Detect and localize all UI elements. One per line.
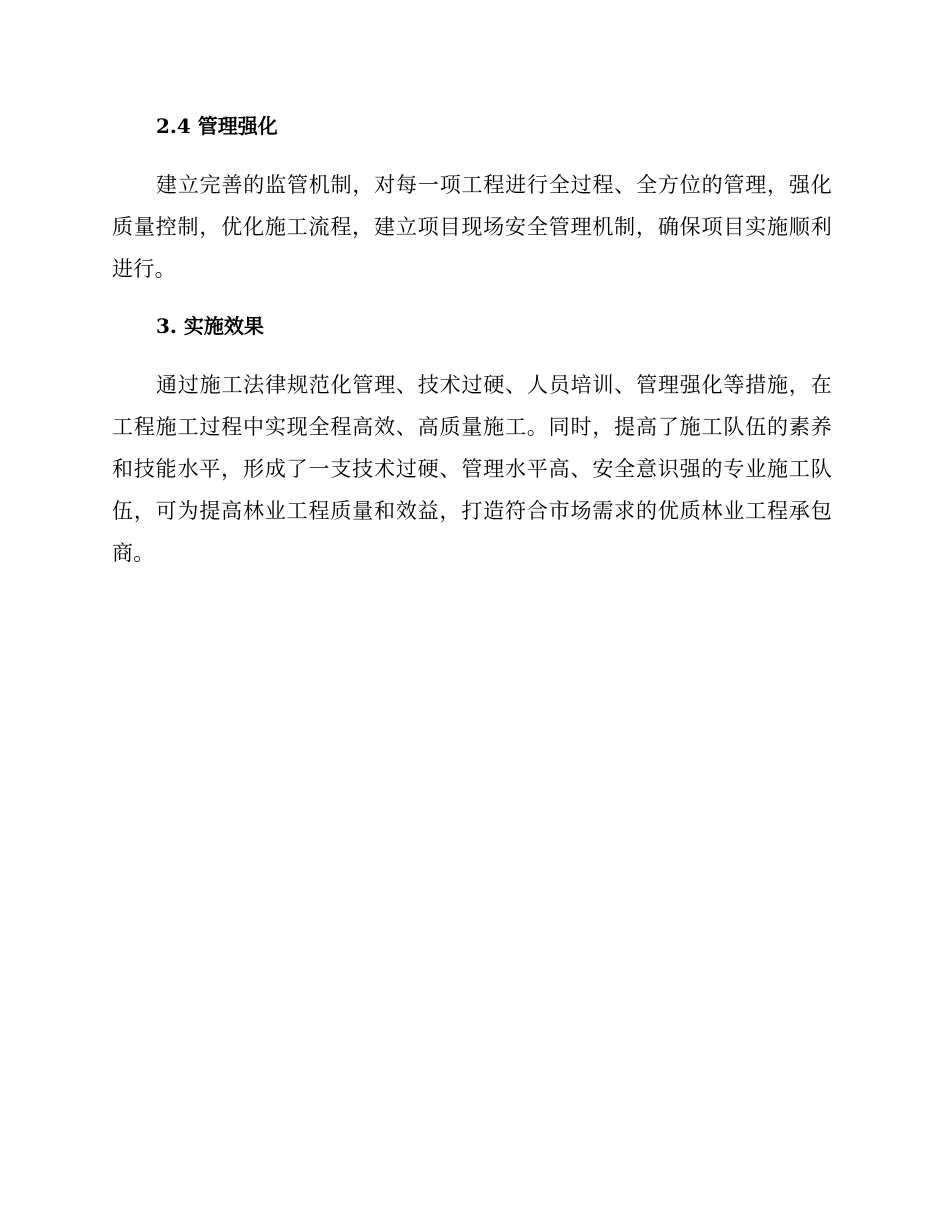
section-heading-results: 3. 实施效果 bbox=[156, 314, 264, 338]
section-heading-management: 2.4 管理强化 bbox=[156, 114, 278, 138]
section-paragraph-results: 通过施工法律规范化管理、技术过硬、人员培训、管理强化等措施，在工程施工过程中实现全程高效、高质量施工。同时，提高了施工队伍的素养和技能水平，形成了一支技术过硬、管理水平高、安全意识强的专业施工队伍，可为提高林业工程质量和效益，打造符合市场需求的优质林业工程承包商。 bbox=[112, 373, 832, 565]
document-body bbox=[112, 110, 832, 574]
section-paragraph-management: 建立完善的监管机制，对每一项工程进行全过程、全方位的管理，强化质量控制，优化施工流程，建立项目现场安全管理机制，确保项目实施顺利进行。 bbox=[112, 173, 832, 281]
